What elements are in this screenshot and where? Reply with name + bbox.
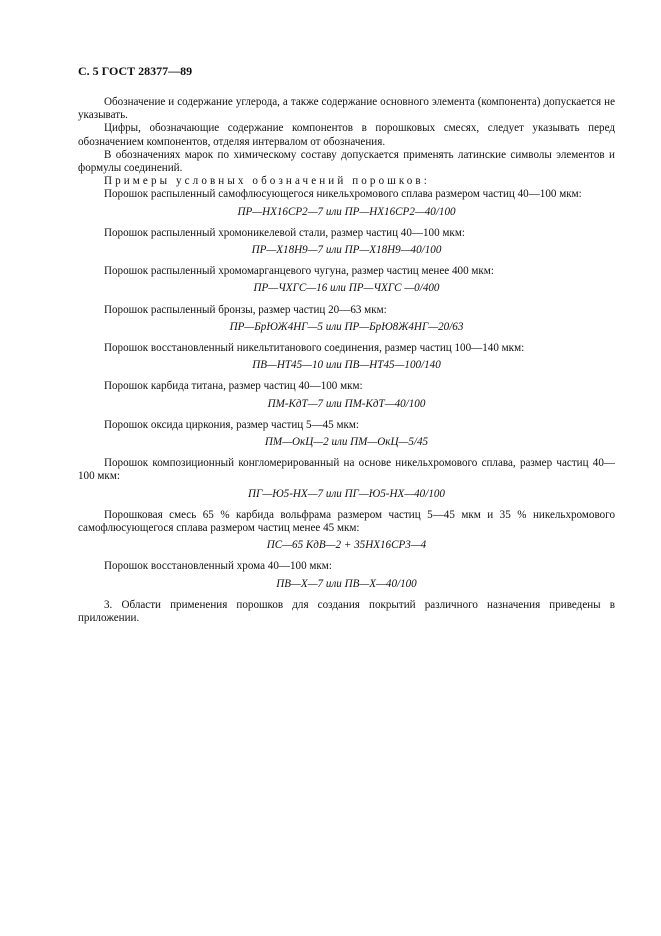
formula-part: ПР—БрЮ8Ж4НГ—20/63 — [344, 320, 464, 333]
or-word: или — [325, 397, 342, 410]
formula-part: ПГ—Ю5-НХ—7 — [248, 487, 324, 500]
designation-formula — [78, 539, 615, 552]
designation-formula — [78, 488, 615, 501]
formula-part: ПР—Х18Н9—7 — [251, 244, 324, 257]
formula-part: ПВ—Х—7 — [276, 577, 324, 590]
formula-part: ПР—ЧХГС—16 — [253, 282, 328, 295]
example-description: Порошок восстановленный хрома 40—100 мкм: — [104, 560, 332, 573]
paragraph: В обозначениях марок по химическому составу допускается применять латинские символы элементов и формулы соединений. — [78, 148, 615, 175]
example-description: Порошок распыленный хромоникелевой стали, размер частиц 40—100 мкм: — [104, 226, 465, 239]
designation-formula — [78, 398, 615, 411]
formula-part: ПС—65 КдВ—2 + 35НХ16СР3—4 — [266, 539, 427, 552]
formula-part: ПР—Х18Н9—40/100 — [344, 244, 442, 257]
or-word: или — [325, 205, 342, 218]
formula-part: ПГ—Ю5-НХ—40/100 — [344, 487, 445, 500]
paragraph: Обозначение и содержание углерода, а также содержание основного элемента (компонента) допускается не указывать. — [78, 96, 615, 122]
or-word: или — [325, 244, 342, 257]
designation-formula — [78, 244, 615, 257]
example-description: Порошковая смесь 65 % карбида вольфрама размером частиц 5—45 мкм и 35 % никельхромового самофлюсующегося сплава размером частиц менее 45 мкм: — [78, 508, 615, 535]
examples-heading-text: Примеры условных обозначений порошков: — [104, 175, 430, 188]
formula-part: ПВ—Х—40/100 — [344, 577, 417, 590]
example-description: Порошок карбида титана, размер частиц 40—100 мкм: — [104, 380, 363, 393]
or-word: или — [330, 282, 346, 295]
formula-part: ПР—БрЮЖ4НГ—5 — [229, 320, 323, 333]
example-description: Порошок композиционный конгломерированный на основе никельхромового сплава, размер частиц 40—100 мкм: — [78, 457, 615, 483]
designation-formula — [78, 321, 615, 334]
or-word: или — [325, 320, 342, 333]
final-paragraph: 3. Области применения порошков для создания покрытий различного назначения приведены в приложении. — [78, 598, 615, 625]
formula-part: ПМ-КдТ—7 — [267, 397, 324, 410]
designation-formula — [78, 578, 615, 591]
formula-part: ПВ—НТ45—100/140 — [344, 359, 441, 372]
designation-formula — [78, 206, 615, 219]
formula-part: ПВ—НТ45—10 — [252, 359, 324, 372]
example-description: Порошок распыленный самофлюсующегося никельхромового сплава размером частиц 40—100 мкм: — [104, 188, 582, 201]
formula-part: ПР—НХ16СР2—40/100 — [344, 205, 456, 218]
or-word: или — [325, 487, 342, 500]
example-description: Порошок восстановленный никельтитанового соединения, размер частиц 100—140 мкм: — [104, 342, 525, 355]
formula-part: ПР—ЧХГС —0/400 — [348, 282, 440, 295]
designation-formula — [78, 359, 615, 372]
example-description: Порошок распыленный бронзы, размер частиц 20—63 мкм: — [104, 303, 387, 316]
designation-formula — [78, 436, 615, 449]
formula-part: ПР—НХ16СР2—7 — [237, 205, 324, 218]
formula-part: ПМ—ОкЦ—2 — [264, 436, 329, 449]
document-page — [78, 64, 615, 625]
examples-heading — [78, 175, 615, 188]
example-description: Порошок распыленный хромомарганцевого чугуна, размер частиц менее 400 мкм: — [104, 265, 494, 278]
formula-part: ПМ-КдТ—40/100 — [344, 397, 426, 410]
paragraph: Цифры, обозначающие содержание компонентов в порошковых смесях, следует указывать перед обозначением компонентов, отделяя интервалом от обозначения. — [78, 122, 615, 148]
example-description: Порошок оксида циркония, размер частиц 5—45 мкм: — [104, 418, 359, 431]
or-word: или — [325, 577, 342, 590]
or-word: или — [331, 436, 348, 449]
or-word: или — [325, 359, 342, 372]
page-header: С. 5 ГОСТ 28377—89 — [78, 64, 193, 78]
designation-formula — [78, 282, 615, 295]
formula-part: ПМ—ОкЦ—5/45 — [350, 436, 429, 449]
